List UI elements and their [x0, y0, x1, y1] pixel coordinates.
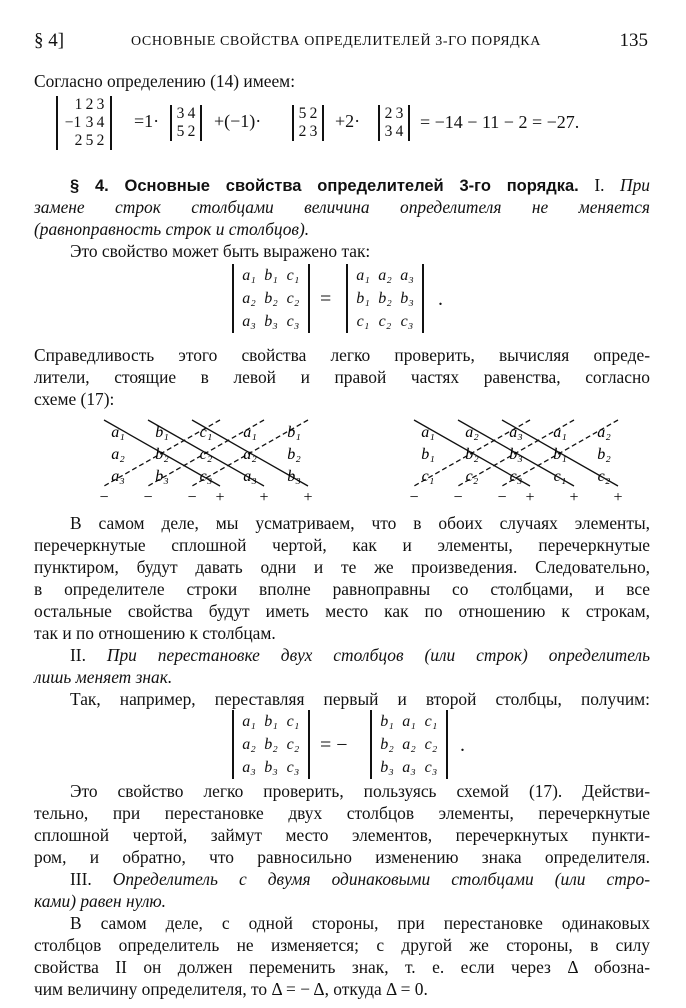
scheme-element: b₁: [155, 424, 169, 441]
scheme-element: c₃: [199, 468, 213, 485]
matrix-row: 2 5 2: [74, 132, 105, 149]
scheme-element: c₂: [597, 468, 611, 485]
paragraph-line: схеме (17):: [34, 389, 115, 409]
determinant-left: a₁ b₁ c₁ a₂ b₂ c₂ a₃ b₃ c₃: [232, 264, 310, 333]
paragraph-line: лители, стоящие в левой и правой частях равенства, согласно: [34, 367, 650, 387]
scheme-sign: −: [143, 489, 153, 506]
prop2-line: лишь меняет знак.: [34, 667, 173, 687]
paragraph-line: перечеркнутые сплошной чертой, как и элементы, перечеркнутые: [34, 535, 650, 555]
matrix-row: −1 3 4: [64, 114, 105, 131]
scheme-element: b₁: [553, 446, 567, 463]
swap-intro: Так, например, переставляя первый и второй столбцы, получим:: [70, 689, 650, 709]
scheme-element: a₂: [597, 424, 611, 441]
scheme-sign: −: [453, 489, 463, 506]
paragraph-line: пунктиром, будут давать одни и те же произведения. Следовательно,: [34, 557, 650, 577]
scheme-sign: +: [303, 489, 313, 506]
scheme-element: c₁: [553, 468, 567, 485]
equals-minus: = −: [320, 734, 348, 756]
determinant-right: a₁ a₂ a₃ b₁ b₂ b₃ c₁ c₂ c₃: [346, 264, 424, 333]
scheme-element: b₁: [421, 446, 435, 463]
section-heading-line: § 4. Основные свойства определителей 3-го порядка. I. При: [70, 175, 650, 195]
paragraph-line: В самом деле, мы усматриваем, что в обоих случаях элементы,: [70, 513, 650, 533]
page-header: [34, 30, 650, 56]
scheme-element: b₃: [287, 468, 301, 485]
scheme-sign: +: [525, 489, 535, 506]
scheme-sign: −: [99, 489, 109, 506]
term-3-coef: +2·: [335, 111, 361, 131]
scheme-element: a₂: [111, 446, 125, 463]
scheme-element: a₃: [111, 468, 125, 485]
paragraph-line: чим величину определителя, то Δ = − Δ, откуда Δ = 0.: [34, 979, 428, 999]
scheme-element: b₂: [465, 446, 479, 463]
header-section: § 4]: [34, 30, 65, 51]
scheme-sign: +: [215, 489, 225, 506]
paragraph-line: ром, и обратно, что равносильно изменению знака определителя.: [34, 847, 650, 867]
prop1-num: I.: [594, 175, 605, 195]
period: .: [460, 734, 465, 756]
prop2-line: II. При перестановке двух столбцов (или строк) определитель: [70, 645, 650, 665]
prop3-line: III. Определитель с двумя одинаковыми столбцами (или стро-: [70, 869, 650, 889]
scheme-element: c₃: [509, 468, 523, 485]
scheme-element: c₁: [199, 424, 213, 441]
scheme-sign: +: [259, 489, 269, 506]
scheme-sign: −: [187, 489, 197, 506]
scheme-sign: −: [409, 489, 419, 506]
scheme-element: c₂: [465, 468, 479, 485]
scheme-17: [80, 412, 623, 506]
prop2-num: II.: [70, 645, 86, 665]
paragraph-line: остальные свойства будут иметь место как по отношению к строкам,: [34, 601, 650, 621]
scheme-element: a₁: [553, 424, 567, 441]
determinant-right: b₁ a₁ c₁ b₂ a₂ c₂ b₃ a₃ c₃: [370, 710, 448, 779]
scheme-element: b₂: [287, 446, 301, 463]
scheme-element: b₃: [509, 446, 523, 463]
section-heading: § 4. Основные свойства определителей 3-го порядка.: [70, 177, 579, 195]
scheme-element: c₁: [421, 468, 435, 485]
scheme-element: b₁: [287, 424, 301, 441]
scheme-element: c₂: [199, 446, 213, 463]
minor-2: 5 2 2 3: [292, 105, 324, 141]
minor-3: 2 3 3 4: [378, 105, 410, 141]
paragraph-line: в определителе строки вполне равноправны со столбцами, и все: [34, 579, 650, 599]
scheme-element: a₃: [509, 424, 523, 441]
scheme-element: a₁: [243, 424, 257, 441]
prop3-num: III.: [70, 869, 92, 889]
paragraph-line: тельно, при перестановке двух столбцов элементы, перечеркнутые: [34, 803, 650, 823]
determinant-left: a₁ b₁ c₁ a₂ b₂ c₂ a₃ b₃ c₃: [232, 710, 310, 779]
scheme-element: a₃: [243, 468, 257, 485]
minor-1: 3 4 5 2: [170, 105, 202, 141]
scheme-element: a₂: [465, 424, 479, 441]
prop1-text: замене строк столбцами величина определителя не меняется: [34, 197, 650, 217]
page-number: 135: [619, 30, 648, 51]
header-title: ОСНОВНЫЕ СВОЙСТВА ОПРЕДЕЛИТЕЛЕЙ 3-ГО ПОРЯДКА: [131, 34, 541, 49]
example-result: = −14 − 11 − 2 = −27.: [420, 112, 580, 132]
term-2-coef: +(−1)·: [214, 111, 262, 131]
period: .: [438, 288, 443, 310]
scheme-element: b₂: [597, 446, 611, 463]
paragraph-line: В самом деле, с одной стороны, при перестановке одинаковых: [70, 913, 650, 933]
scheme-element: b₃: [155, 468, 169, 485]
scheme-sign: +: [569, 489, 579, 506]
example-matrix: [56, 96, 112, 150]
scheme-sign: −: [497, 489, 507, 506]
scheme-sign: +: [613, 489, 623, 506]
scheme-element: a₁: [111, 424, 125, 441]
paragraph-line: Это свойство легко проверить, пользуясь схемой (17). Действи-: [70, 781, 650, 801]
paragraph-line: Справедливость этого свойства легко проверить, вычисляя опреде-: [34, 345, 650, 365]
scheme-element: a₂: [243, 446, 257, 463]
prop1-text: (равноправность строк и столбцов).: [34, 219, 310, 239]
term-1-coef: =1·: [134, 111, 160, 131]
expression-intro: Это свойство может быть выражено так:: [70, 241, 371, 261]
paragraph-line: свойства II он должен переменить знак, т. е. если через Δ обозна-: [34, 957, 650, 977]
scheme-right: [409, 420, 622, 506]
scheme-element: b₂: [155, 446, 169, 463]
scheme-element: a₁: [421, 424, 435, 441]
paragraph-line: так и по отношению к столбцам.: [34, 623, 276, 643]
equals: =: [320, 288, 332, 310]
paragraph-line: сплошной чертой, займут место элементов, перечеркнутых пункти-: [34, 825, 650, 845]
matrix-row: 1 2 3: [74, 96, 105, 113]
prop3-line: ками) равен нулю.: [34, 891, 167, 911]
scheme-left: [99, 420, 312, 506]
intro-line: Согласно определению (14) имеем:: [34, 71, 296, 91]
paragraph-line: столбцов определитель не изменяется; с другой же стороны, в силу: [34, 935, 650, 955]
